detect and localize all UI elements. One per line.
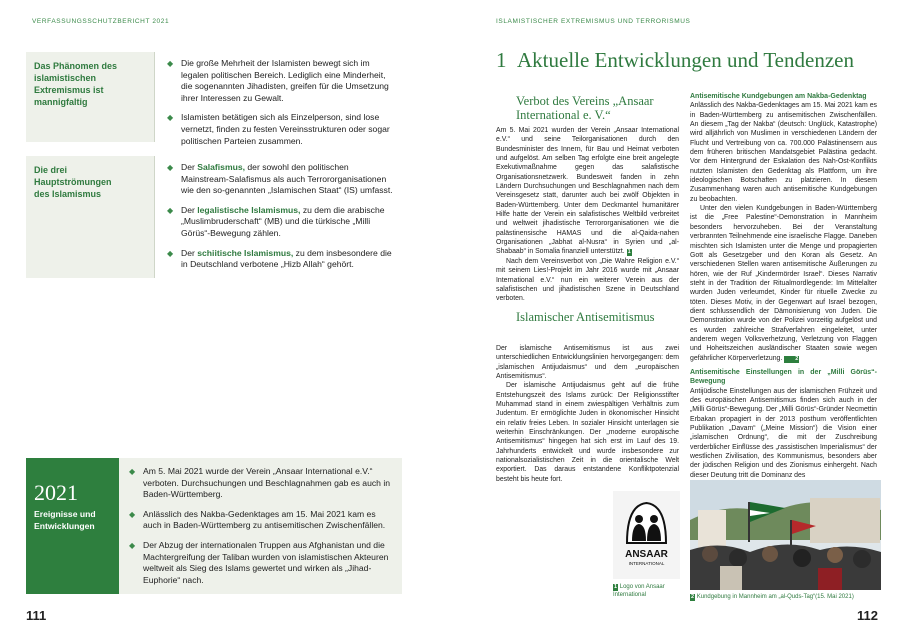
section-title-antisemitism: Islamischer Antisemitismus — [516, 310, 655, 324]
list-item: ◆ Islamisten betätigen sich als Einzelperson, sind lose vernetzt, finden zu festen Vereinsstrukturen oder sogar politischen Parteien zusammen. — [167, 112, 394, 147]
box-content — [154, 156, 402, 278]
logo-text: ANSAAR — [625, 549, 668, 560]
box-content — [154, 52, 402, 146]
column-right-text — [690, 92, 877, 480]
subheading: Antisemitische Kundgebungen am Nakba-Gedenktag — [690, 93, 867, 100]
box-label: Das Phänomen des islamistischen Extremismus ist mannigfaltig — [34, 61, 118, 107]
paragraph: Anlässlich des Nakba-Gedenktages am 15. Mai 2021 kam es in Baden-Württemberg zu antisemitischen Zwischenfällen. An diesem „Tag der Nakba“ (deutsch: Unglück, Katastrophe) wird alljährlich von Muslimen in verschiedenen Ländern der Flucht und Vertreibung von ca. 700.000 Palästinensern aus dem früheren britischen Mandatsgebiet Palästina gedacht. Vor dem Hintergrund der Eskalation des Nah-Ost-Konflikts nutzten Islamisten den Gedenktag als Plattform, um ihre ideologischen Botschaften zu platzieren. In diesem Zusammenhang waren auch antisemitische Kundgebungen zu beobachten. — [690, 102, 877, 203]
paragraph: Unter den vielen Kundgebungen in Baden-Württemberg ist die „Free Palestine“-Demonstration in Mannheim besonders hervorzuheben. Bei der Veranstaltung verbrannten Teilnehmende eine israelische Flagge. Daneben mischten sich Islamisten unter die Menge und propagierten Gott als Gesetzgeber und den Koran als Gesetz. An verschiedenen Stellen waren antisemitische Äußerungen zu hören, wie der Ruf „Kindermörder Israel“. Dieses Narrativ steht in der Tradition der Ritualmordlegende: Im Mittelalter wurden Juden verleumdet, Kinder für rituelle Zwecke zu töten. Dieses Motiv, in der Gegenwart auf Israel bezogen, dient schlussendlich der Dämonisierung von Juden. Die Demonstration wurde von der Polizei vorzeitig aufgelöst und es wurden zahlreiche Strafverfahren eingeleitet, unter anderem wegen Volksverhetzung, Verletzung von Flaggen und Hoheitszeichen ausländischer Staaten sowie wegen gefährlicher Körperverletzung. 2 — [690, 205, 877, 362]
chapter-title: 1 Aktuelle Entwicklungen und Tendenzen — [496, 48, 854, 72]
events-label: Ereignisse und Entwicklungen — [34, 509, 96, 531]
paragraph: Der islamische Antisemitismus ist aus zwei unterschiedlichen Entwicklungslinien hervorgegangen: dem „islamischen Antijudaismus“ und dem „europäischen Antisemitismus“. — [496, 345, 679, 381]
list-item: ◆ Der Salafismus, der sowohl den politischen Mainstream-Salafismus als auch Terrororganisationen wie den so-genannten „Islamischen Staat“ (IS) umfasst. — [167, 162, 394, 197]
events-year: 2021 — [34, 480, 78, 505]
column-left-text-2 — [496, 344, 679, 484]
events-list-panel — [119, 458, 402, 594]
info-box-currents — [26, 156, 402, 278]
list-item: ◆ Die große Mehrheit der Islamisten bewegt sich im legalen politischen Bereich. Lediglich eine Minderheit, die sogenannten Jihadisten, greifen für die Umsetzung ihrer Interessen zu Gewalt. — [167, 58, 394, 104]
figure-caption-1: 1 Logo von Ansaar International — [613, 584, 665, 598]
demonstration-photo — [690, 480, 881, 590]
paragraph: Antijüdische Einstellungen aus der islamischen Frühzeit und des europäischen Antisemitismus finden sich auch in der „Milli Görüs“-Bewegung. Der „Milli Görüs“-Gründer Necmettin Erbakan propagiert in der 2013 posthum veröffentlichten Publikation „Davam“ („Meine Mission“) die Vision einer „islamischen Ordnung“, die mit der Zuschreibung verderblicher Einflüsse des „rassistischen Imperialismus“ der westlichen Zivilisation, des Kommunismus, besonders aber der jüdischen Religion und des Zionismus einhergeht. Nach dieser Deutung tritt die Dominanz des — [690, 387, 877, 479]
footnote-marker: 2 — [784, 356, 799, 363]
page-number-right: 112 — [857, 608, 878, 623]
list-item: ◆ Anlässlich des Nakba-Gedenktages am 15. Mai 2021 kam es auch in Baden-Württemberg zu antisemitischen Zwischenfällen. — [129, 509, 392, 532]
footnote-marker: 1 — [627, 249, 631, 256]
box-label: Die drei Hauptströmungen des Islamismus — [34, 165, 112, 199]
events-year-block — [26, 458, 119, 594]
ansaar-logo-image — [613, 491, 680, 579]
section-title-ban: Verbot des Vereins „Ansaar International e. V.“ — [516, 94, 654, 122]
paragraph: Der islamische Antijudaismus geht auf die frühe Entstehungszeit des Islams zurück: Der Religionsstifter Muhammad stand in einem zwiespältigen Verhältnis zum Judentum. Er ermöglichte Juden in ökonomischer Hinsicht ein relativ freies Leben. In sozialer Hinsicht unterlagen sie weiterhin Einschränkungen. Der „moderne europäische Antisemitismus“ hingegen hat sich erst im Lauf des 19. Jahrhunderts entwickelt und wurde insbesondere zur nationalsozialistischen Zeit in die orientalische Welt exportiert. Das daraus entstandene Konfliktpotenzial besteht bis heute fort. — [496, 382, 679, 483]
column-left-text — [496, 126, 679, 304]
list-item: ◆ Der legalistische Islamismus, zu dem die arabische „Muslimbruderschaft“ (MB) und die türkische „Milli Görüs“-Bewegung zählen. — [167, 205, 394, 240]
running-header-right: ISLAMISTISCHER EXTREMISMUS UND TERRORISMUS — [496, 18, 691, 25]
paragraph: Nach dem Vereinsverbot von „Die Wahre Religion e.V.“ mit seinem Lies!-Projekt im Jahr 2016 wurde mit „Ansaar International e.V.“ nun ein weiterer Verein aus der salafistischen und jihadistischen Szene in Deutschland verboten. — [496, 257, 679, 303]
info-box-phenomenon — [26, 52, 402, 146]
subheading: Antisemitische Einstellungen in der „Milli Görüs“-Bewegung — [690, 368, 877, 386]
paragraph: Am 5. Mai 2021 wurden der Verein „Ansaar International e.V.“ und seine Teilorganisationen durch den Bundesminister des Innern, für Bau und Heimat verboten und aufgelöst. Am selben Tag erfolgte eine breit angelegte Exekutivmaßnahme gegen das salafistische Organisationsnetzwerk. Bundesweit fanden in zehn Ländern Durchsuchungen und Beschlagnahmen nach dem Vereinsgesetz statt, darunter auch bei zwölf Objekten in Baden-Württemberg. Unter dem Deckmantel humanitärer Hilfe hatte der Verein ein salafistisches Weltbild verbreitet und weltweit jihadistische Terrororganisationen wie die palästinensische HAMAS und die al-Qaida-nahen Organisationen „Jabhat al-Nusra“ in Syrien und „al-Shabaab“ in Somalia finanziell unterstützt. 1 — [496, 127, 679, 256]
list-item: ◆ Der Abzug der internationalen Truppen aus Afghanistan und die Machtergreifung der Taliban wurden von islamistischen Akteuren weltweit als Sieg des Islams gewertet und wirken als „Jihad-Euphorie“ nach. — [129, 540, 392, 586]
page-number-left: 111 — [26, 608, 47, 623]
list-item: ◆ Am 5. Mai 2021 wurde der Verein „Ansaar International e.V.“ verboten. Durchsuchungen und Beschlagnahmen gab es auch in Baden-Württemberg. — [129, 466, 392, 501]
running-header-left: VERFASSUNGSSCHUTZBERICHT 2021 — [32, 18, 170, 25]
logo-subtext: INTERNATIONAL — [628, 561, 665, 566]
figure-caption-2: 2 Kundgebung in Mannheim am „al-Quds-Tag“(15. Mai 2021) — [691, 594, 854, 600]
list-item: ◆ Der schiitische Islamismus, zu dem insbesondere die in Deutschland verbotene „Hizb Allah“ gehört. — [167, 248, 394, 271]
